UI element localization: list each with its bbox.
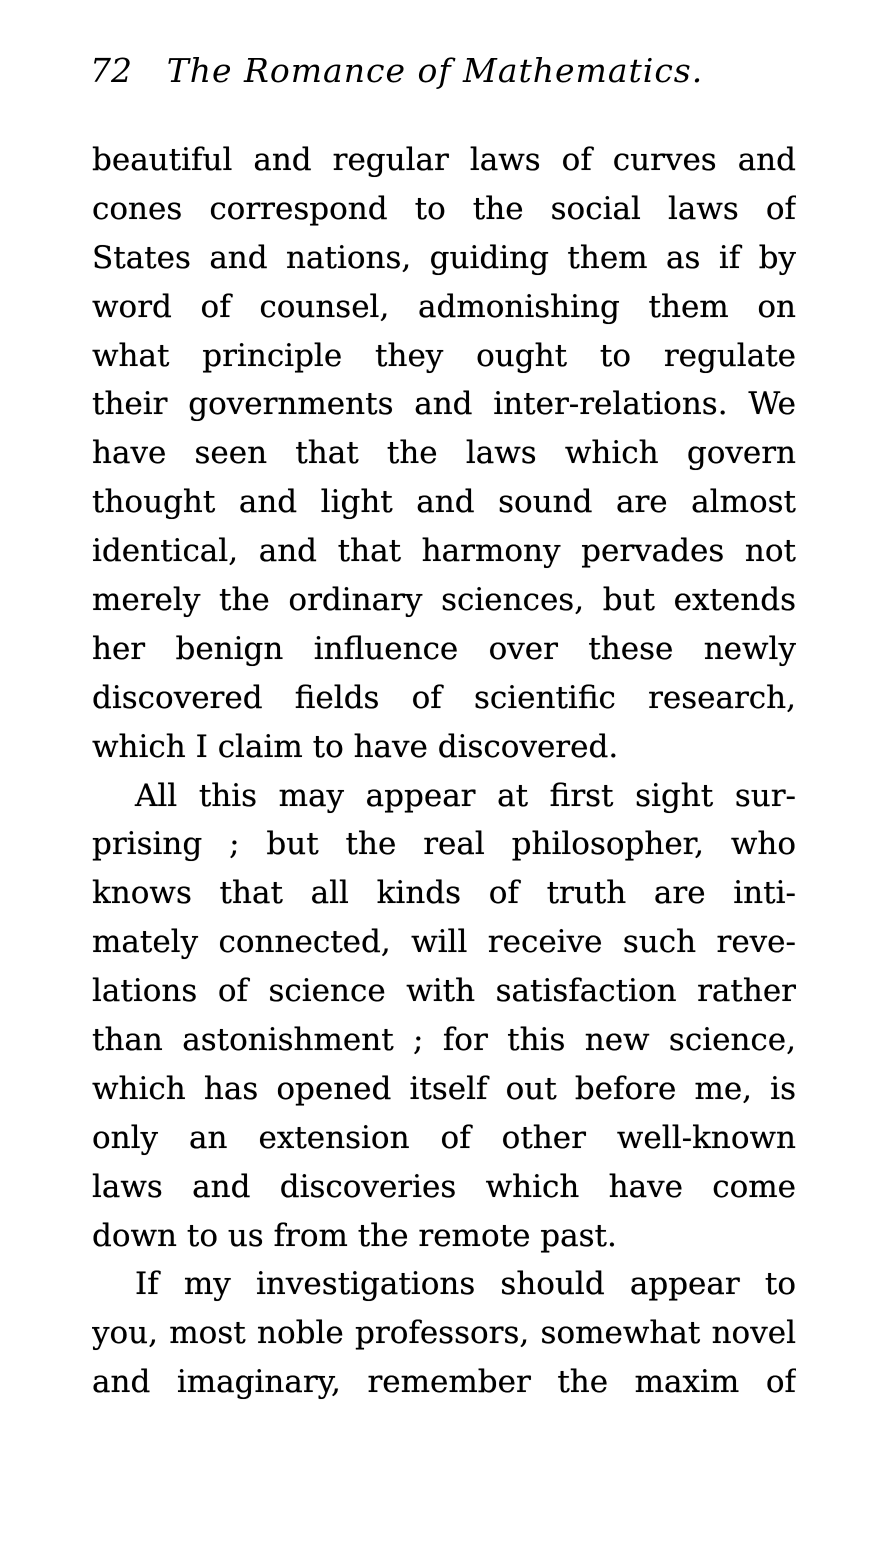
text-line: thought and light and sound are almost bbox=[92, 484, 796, 521]
paragraph bbox=[92, 1260, 796, 1407]
text-line: merely the ordinary sciences, but extends bbox=[92, 582, 796, 619]
paragraph bbox=[92, 136, 796, 772]
text-line: If my investigations should appear to bbox=[135, 1266, 796, 1303]
text-line: and imaginary, remember the maxim of bbox=[92, 1364, 796, 1401]
text-line: down to us from the remote past. bbox=[92, 1217, 617, 1254]
text-line: knows that all kinds of truth are inti- bbox=[92, 875, 796, 912]
text-line: only an extension of other well-known bbox=[92, 1119, 796, 1156]
text-line: laws and discoveries which have come bbox=[92, 1168, 796, 1205]
text-line: All this may appear at first sight sur- bbox=[135, 777, 796, 814]
text-line: which has opened itself out before me, is bbox=[92, 1070, 796, 1107]
text-line: cones correspond to the social laws of bbox=[92, 190, 796, 227]
text-line: than astonishment ; for this new science, bbox=[92, 1022, 796, 1059]
running-header bbox=[0, 48, 870, 94]
text-line: lations of science with satisfaction rather bbox=[92, 973, 796, 1010]
text-line: you, most noble professors, somewhat novel bbox=[92, 1315, 796, 1352]
text-line: have seen that the laws which govern bbox=[92, 435, 796, 472]
text-line: States and nations, guiding them as if by bbox=[92, 239, 796, 276]
text-line: which I claim to have discovered. bbox=[92, 728, 619, 765]
text-line: beautiful and regular laws of curves and bbox=[92, 142, 796, 178]
body-text bbox=[92, 136, 796, 1407]
text-line: mately connected, will receive such reve- bbox=[92, 924, 796, 961]
text-line: her benign influence over these newly bbox=[92, 630, 796, 667]
paragraph bbox=[92, 772, 796, 1261]
page-number: 72 bbox=[90, 51, 132, 90]
header-title: The Romance of Mathematics. bbox=[166, 51, 704, 90]
text-line: their governments and inter-relations. We bbox=[92, 386, 796, 423]
text-line: word of counsel, admonishing them on bbox=[92, 288, 796, 325]
text-line: what principle they ought to regulate bbox=[92, 337, 796, 374]
text-line: identical, and that harmony pervades not bbox=[92, 533, 796, 570]
text-line: discovered fields of scientific research, bbox=[92, 679, 796, 716]
text-line: prising ; but the real philosopher, who bbox=[92, 826, 796, 863]
